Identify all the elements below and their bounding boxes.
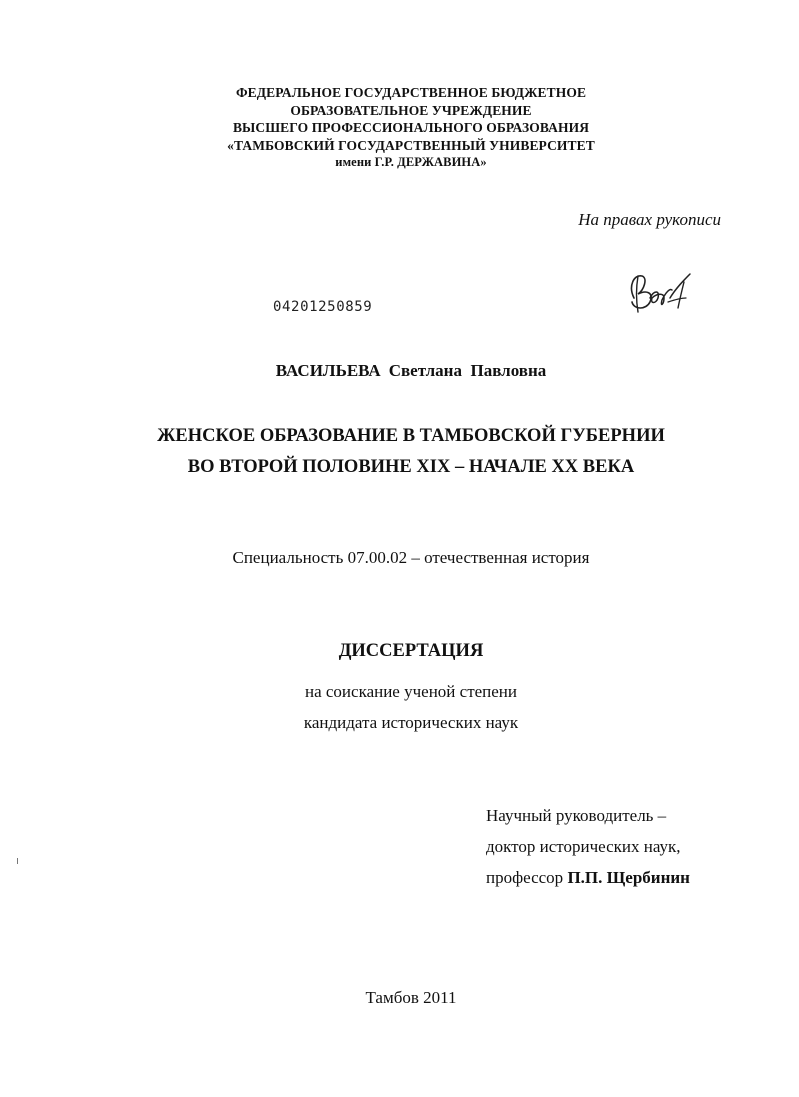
rights-note: На правах рукописи [578, 210, 721, 229]
degree-sought [0, 676, 799, 738]
work-type-label: ДИССЕРТАЦИЯ [338, 641, 484, 661]
degree-line-1: на соискание ученой степени [304, 682, 518, 701]
supervisor-name: П.П. Щербинин [567, 868, 690, 887]
author-given-names: Светлана Павловна [388, 361, 547, 380]
supervisor-degree: доктор исторических наук, [486, 837, 681, 856]
degree-line-2: кандидата исторических наук [303, 713, 519, 732]
author-surname: ВАСИЛЬЕВА [275, 361, 381, 380]
signature-image [624, 268, 694, 316]
title-line-1: ЖЕНСКОЕ ОБРАЗОВАНИЕ В ТАМБОВСКОЙ ГУБЕРНИИ [157, 426, 665, 446]
institution-line-2: ОБРАЗОВАТЕЛЬНОЕ УЧРЕЖДЕНИЕ [290, 102, 532, 118]
institution-line-3: ВЫСШЕГО ПРОФЕССИОНАЛЬНОГО ОБРАЗОВАНИЯ [232, 120, 590, 135]
supervisor-title-name [486, 862, 690, 893]
title-line-2: ВО ВТОРОЙ ПОЛОВИНЕ XIX – НАЧАЛЕ XX ВЕКА [187, 457, 635, 477]
document-code: 04201250859 [273, 299, 373, 315]
place-year: Тамбов 2011 [365, 988, 457, 1007]
institution-line-4: «ТАМБОВСКИЙ ГОСУДАРСТВЕННЫЙ УНИВЕРСИТЕТ [227, 137, 595, 153]
supervisor-role: Научный руководитель – [486, 806, 667, 825]
supervisor-block [486, 800, 690, 893]
dissertation-title [0, 421, 799, 483]
specialty: Специальность 07.00.02 – отечественная история [232, 548, 590, 567]
author-name [0, 361, 799, 381]
institution-line-1: ФЕДЕРАЛЬНОЕ ГОСУДАРСТВЕННОЕ БЮДЖЕТНОЕ [235, 85, 587, 100]
institution-header [0, 84, 799, 172]
scan-speck [17, 858, 18, 864]
institution-line-5: имени Г.Р. ДЕРЖАВИНА» [335, 155, 487, 169]
supervisor-title: профессор [486, 868, 564, 887]
